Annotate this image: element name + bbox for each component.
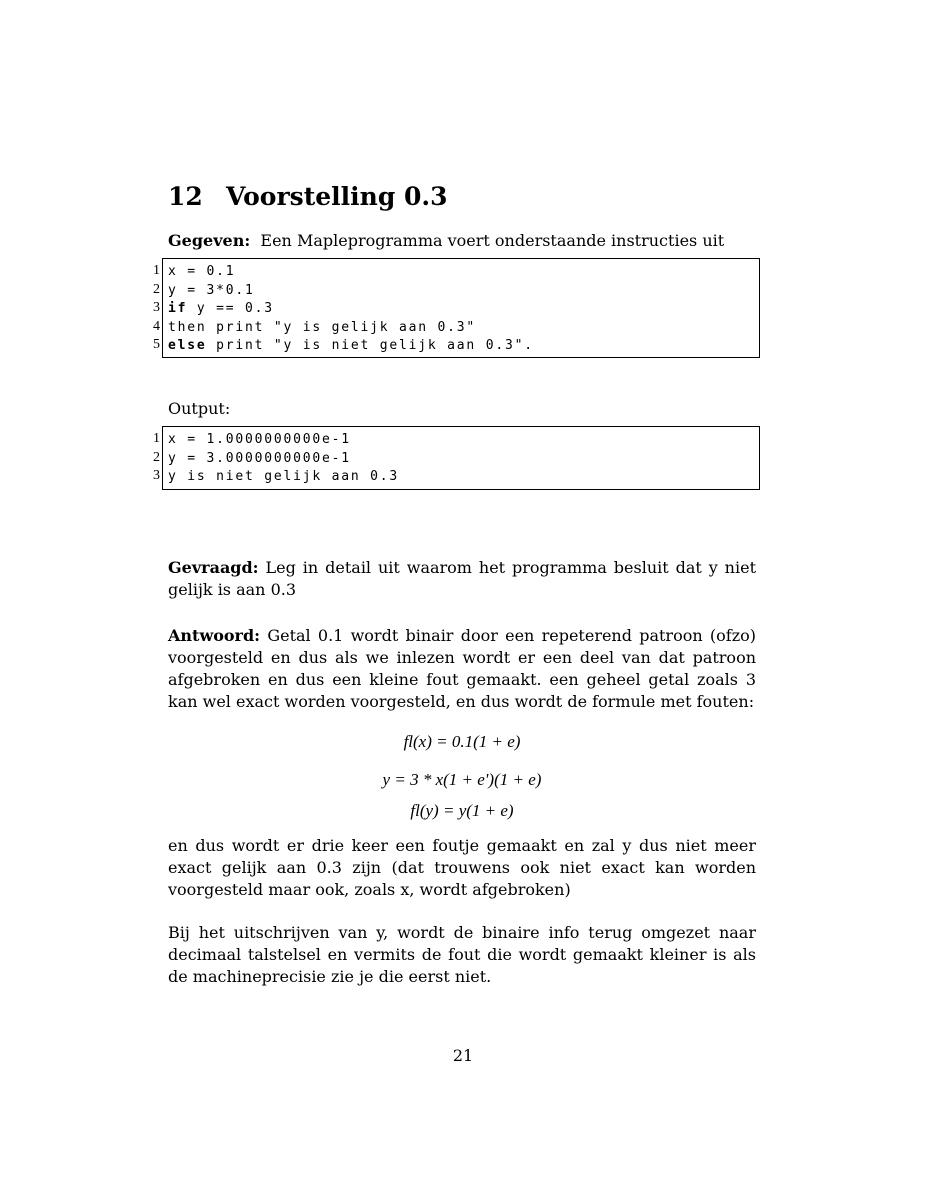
answer-paragraph	[168, 625, 756, 713]
output-label: Output:	[168, 399, 231, 418]
answer-label: Antwoord:	[168, 626, 261, 645]
conclusion-paragraph: Bij het uitschrijven van y, wordt de binaire info terug omgezet naar decimaal talstelsel en vermits de fout die wordt gemaakt kleiner is als de machineprecisie zie je die eerst niet.	[168, 923, 756, 986]
code-line: then print "y is gelijk aan 0.3"	[168, 319, 477, 335]
section-number: 12	[168, 182, 203, 211]
section-title: Voorstelling 0.3	[226, 182, 448, 211]
section-heading	[168, 182, 448, 211]
code-line: if y == 0.3	[168, 301, 274, 316]
explanation-paragraph: en dus wordt er drie keer een foutje gemaakt en zal y dus niet meer exact gelijk aan 0.3 zijn (dat trouwens ook niet exact kan worden voorgesteld maar ook, zoals x, wordt afgebroken)	[168, 836, 756, 899]
given-text: Een Mapleprogramma voert onderstaande instructies uit	[260, 231, 725, 250]
formula-fl-y: fl(y) = y(1 + e)	[410, 801, 514, 820]
line-number: 1	[153, 263, 160, 278]
formula-fl-x: fl(x) = 0.1(1 + e)	[403, 732, 521, 751]
program-line-numbers	[146, 262, 160, 355]
line-number: 5	[153, 337, 160, 352]
line-number: 2	[153, 449, 160, 465]
answer-text: Getal 0.1 wordt binair door een repeterend patroon (ofzo) voorgesteld en dus als we inlezen wordt er een deel van dat patroon afgebroken en dus een kleine fout gemaakt. een geheel getal zoals 3 kan wel exact worden voorgesteld, en dus wordt de formule met fouten:	[168, 626, 756, 711]
question-label: Gevraagd:	[168, 558, 259, 577]
output-line: y is niet gelijk aan 0.3	[168, 469, 400, 484]
formula-y: y = 3 * x(1 + e')(1 + e)	[382, 770, 542, 789]
line-number: 4	[153, 318, 160, 334]
page-number: 21	[452, 1046, 474, 1065]
code-line: else print "y is niet gelijk aan 0.3".	[168, 338, 534, 353]
line-number: 3	[153, 300, 160, 315]
output-line: x = 1.0000000000e-1	[168, 432, 351, 447]
output-line-numbers	[146, 430, 160, 486]
output-code-block	[162, 426, 760, 490]
given-label: Gegeven:	[168, 231, 251, 250]
question-text: Leg in detail uit waarom het programma besluit dat y niet gelijk is aan 0.3	[168, 558, 757, 599]
line-number: 2	[153, 281, 160, 297]
line-number: 3	[153, 468, 160, 483]
code-line: x = 0.1	[168, 264, 236, 279]
line-number: 1	[153, 431, 160, 446]
code-line: y = 3*0.1	[168, 282, 255, 298]
given-paragraph	[168, 230, 768, 252]
program-code-block	[162, 258, 760, 358]
output-line: y = 3.0000000000e-1	[168, 450, 351, 466]
question-paragraph	[168, 557, 756, 601]
